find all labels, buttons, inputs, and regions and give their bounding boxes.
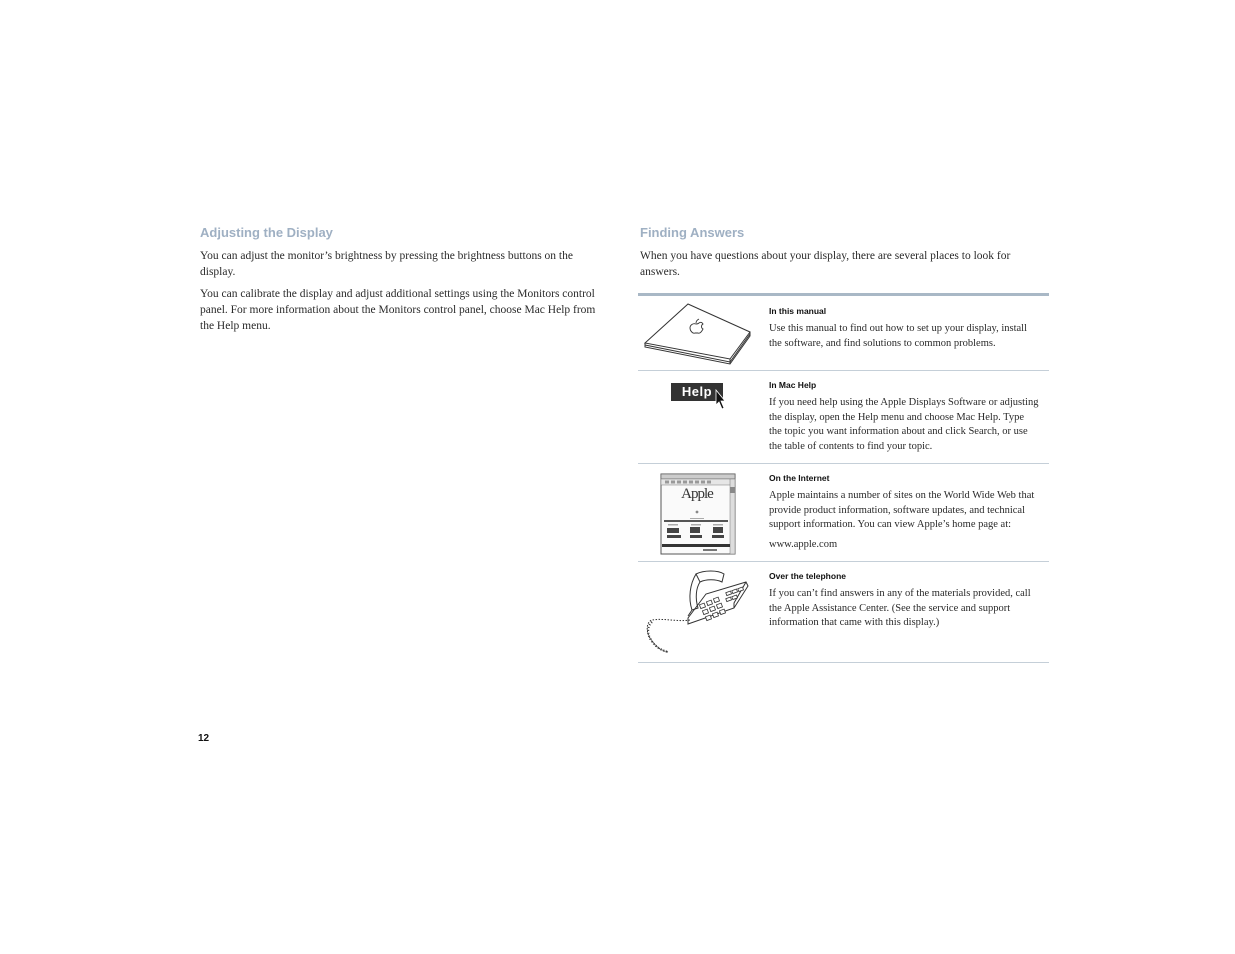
apple-page-logo: Apple: [681, 486, 713, 502]
answers-row-telephone-content: [769, 571, 1039, 631]
help-menu-badge: Help: [671, 383, 723, 401]
answers-row-mac-help-content: [769, 380, 1039, 454]
paragraph-calibrate: You can calibrate the display and adjust additional settings using the Monitors control panel. For more information about the Monitors control panel, choose Mac Help from the Help menu.: [200, 288, 596, 332]
apple-url-link[interactable]: www.apple.com: [769, 538, 838, 550]
answers-row-internet-content: [769, 473, 1039, 552]
row-text-manual: Use this manual to find out how to set up your display, install the software, and find solutions to common problems.: [769, 323, 1028, 349]
row-text-telephone: If you can’t find answers in any of the materials provided, call the Apple Assistance Center. (See the service and support information that came with this display.): [769, 588, 1031, 628]
telephone-icon: [638, 562, 756, 663]
manual-book-icon: [638, 296, 756, 371]
paragraph-brightness: You can adjust the monitor’s brightness by pressing the brightness buttons on the display.: [200, 250, 573, 278]
page-number: 12: [198, 733, 210, 744]
answers-row-mac-help: [638, 371, 1049, 464]
pointer-arrow-icon: [638, 371, 756, 464]
help-menu-icon: [638, 371, 756, 464]
row-text-internet: Apple maintains a number of sites on the World Wide Web that provide product information, software updates, and technical support information. You can view Apple’s home page at:: [769, 490, 1035, 530]
paragraph-finding-intro: When you have questions about your display, there are several places to look for answers.: [640, 250, 1011, 278]
row-text-mac-help: If you need help using the Apple Displays Software or adjusting the display, open the Help menu and choose Mac Help. Type the topic you want information about and click Search, or use the table of contents to find your topic.: [769, 397, 1039, 452]
answers-row-manual-content: [769, 306, 1039, 351]
answers-row-internet: [638, 464, 1049, 562]
answers-row-manual: [638, 296, 1049, 371]
row-title-internet: On the Internet: [769, 473, 830, 483]
row-title-telephone: Over the telephone: [769, 571, 846, 581]
web-page-icon: [638, 464, 756, 562]
section-heading-finding-answers: Finding Answers: [640, 225, 745, 240]
answers-row-telephone: [638, 562, 1049, 663]
row-title-mac-help: In Mac Help: [769, 380, 817, 390]
answers-table: [638, 293, 1049, 663]
section-heading-adjusting-display: Adjusting the Display: [200, 225, 333, 240]
row-title-manual: In this manual: [769, 306, 827, 316]
